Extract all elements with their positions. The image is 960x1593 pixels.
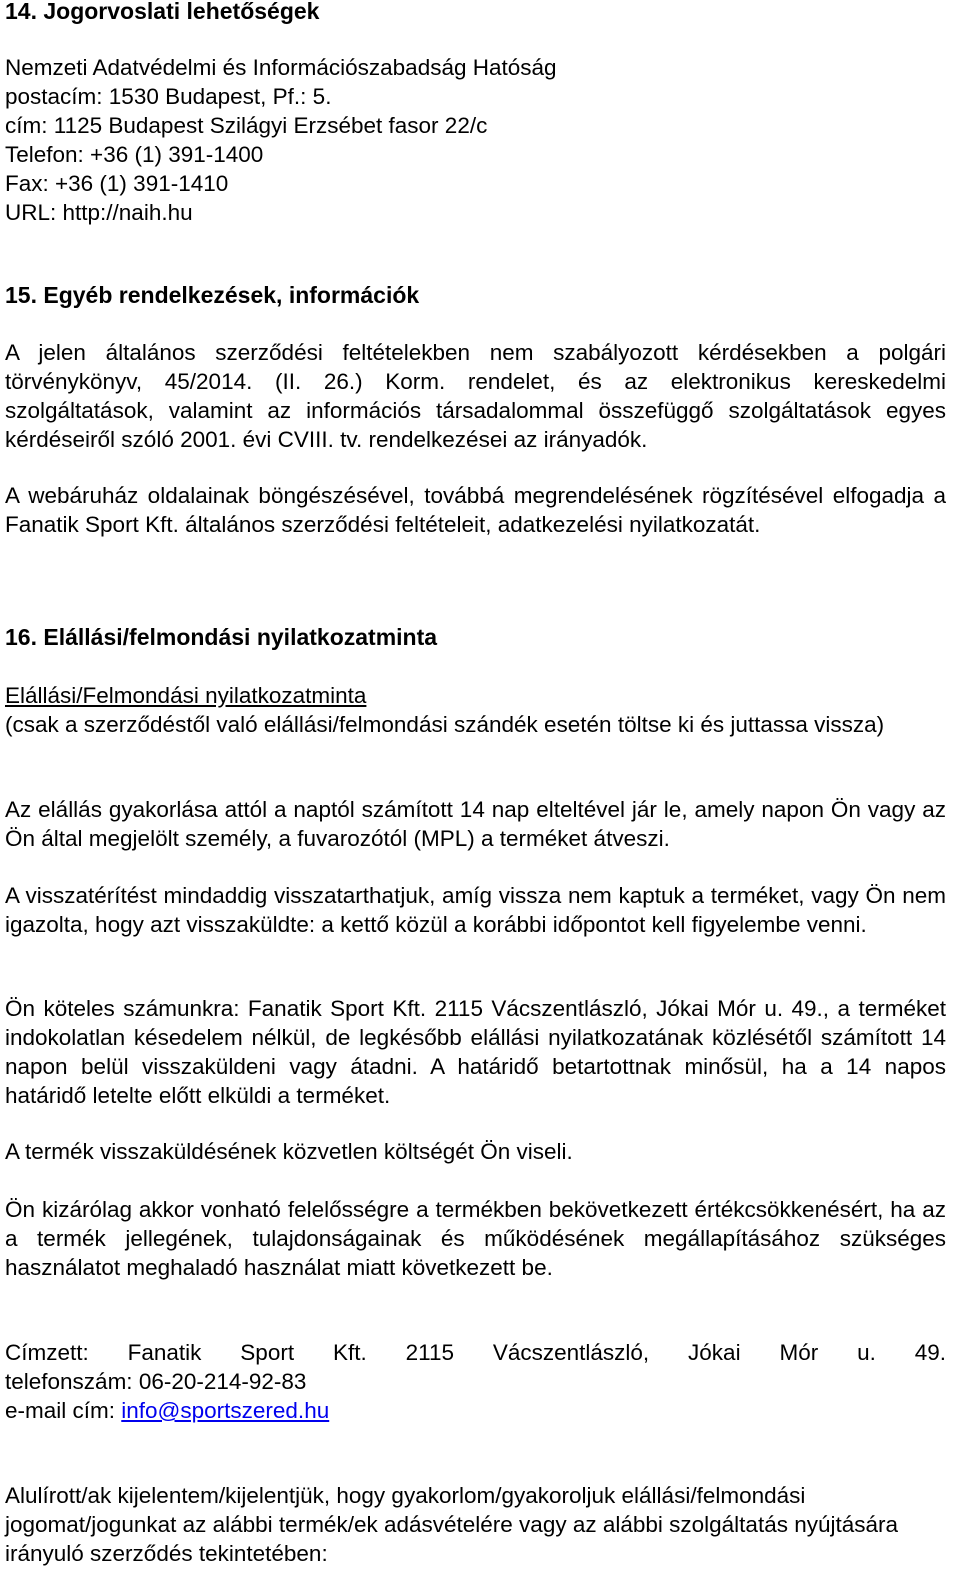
recipient-email-line xyxy=(5,1396,946,1425)
liability-paragraph: Ön kizárólag akkor vonható felelősségre a termékben bekövetkezett értékcsökkenésért, ha az a termék jellegének, tulajdonságainak és működésének megállapításához szükséges használatot meghaladó használat miatt következett be. xyxy=(5,1197,946,1280)
return-cost-paragraph: A termék visszaküldésének közvetlen költségét Ön viseli. xyxy=(5,1139,573,1164)
authority-postal-address: postacím: 1530 Budapest, Pf.: 5. xyxy=(5,84,332,109)
email-link[interactable]: info@sportszered.hu xyxy=(121,1398,330,1423)
authority-address: cím: 1125 Budapest Szilágyi Erzsébet fasor 22/c xyxy=(5,113,488,138)
section-14 xyxy=(5,0,956,26)
refund-paragraph: A visszatérítést mindaddig visszatarthatjuk, amíg vissza nem kaptuk a terméket, vagy Ön nem igazolta, hogy azt visszaküldte: a kettő közül a korábbi időpontot kell figyelembe venni. xyxy=(5,883,946,937)
section-16 xyxy=(5,623,956,652)
section-14-heading: 14. Jogorvoslati lehetőségek xyxy=(5,0,320,24)
recipient-block xyxy=(5,1338,946,1425)
form-instruction: (csak a szerződéstől való elállási/felmondási szándék esetén töltse ki és juttassa vissza) xyxy=(5,712,885,737)
withdrawal-deadline-paragraph: Az elállás gyakorlása attól a naptól számított 14 nap elteltével jár le, amely napon Ön vagy az Ön által megjelölt személy, a fuvarozótól (MPL) a terméket átveszi. xyxy=(5,797,946,851)
form-title: Elállási/Felmondási nyilatkozatminta xyxy=(5,683,367,708)
section-15-paragraph-legal-basis: A jelen általános szerződési feltételekben nem szabályozott kérdésekben a polgári törvénykönyv, 45/2014. (II. 26.) Korm. rendelet, és az elektronikus kereskedelmi szolgáltatások, valamint az információs társadalommal összefüggő szolgáltatások egyes kérdéseiről szóló 2001. évi CVIII. tv. rendelkezései az irányadók. xyxy=(5,340,946,452)
section-15-paragraph-acceptance: A webáruház oldalainak böngészésével, továbbá megrendelésének rögzítésével elfogadja a Fanatik Sport Kft. általános szerződési feltételeit, adatkezelési nyilatkozatát. xyxy=(5,483,946,537)
authority-fax: Fax: +36 (1) 391-1410 xyxy=(5,171,229,196)
recipient-phone: telefonszám: 06-20-214-92-83 xyxy=(5,1369,307,1394)
section-15-heading: 15. Egyéb rendelkezések, információk xyxy=(5,282,420,308)
section-15 xyxy=(5,281,956,310)
authority-phone: Telefon: +36 (1) 391-1400 xyxy=(5,142,264,167)
recipient-line: Címzett: Fanatik Sport Kft. 2115 Vácszentlászló, Jókai Mór u. 49. xyxy=(5,1340,946,1365)
return-obligation-paragraph: Ön köteles számunkra: Fanatik Sport Kft. 2115 Vácszentlászló, Jókai Mór u. 49., a terméket indokolatlan késedelem nélkül, de legkésőbb elállási nyilatkozatának közlésétől számított 14 napon belül visszaküldeni vagy átadni. A határidő betartottnak minősül, ha a 14 napos határidő letelte előtt elküldi a terméket. xyxy=(5,996,946,1108)
authority-url: URL: http://naih.hu xyxy=(5,200,193,225)
email-label: e-mail cím: xyxy=(5,1398,122,1423)
authority-contact-block xyxy=(5,53,956,227)
declaration-paragraph: Alulírott/ak kijelentem/kijelentjük, hogy gyakorlom/gyakoroljuk elállási/felmondási jogomat/jogunkat az alábbi termék/ek adásvételére vagy az alábbi szolgáltatás nyújtására irányuló szerződés tekintetében: xyxy=(5,1483,899,1566)
authority-name: Nemzeti Adatvédelmi és Információszabadság Hatóság xyxy=(5,55,557,80)
section-16-heading: 16. Elállási/felmondási nyilatkozatminta xyxy=(5,624,438,650)
